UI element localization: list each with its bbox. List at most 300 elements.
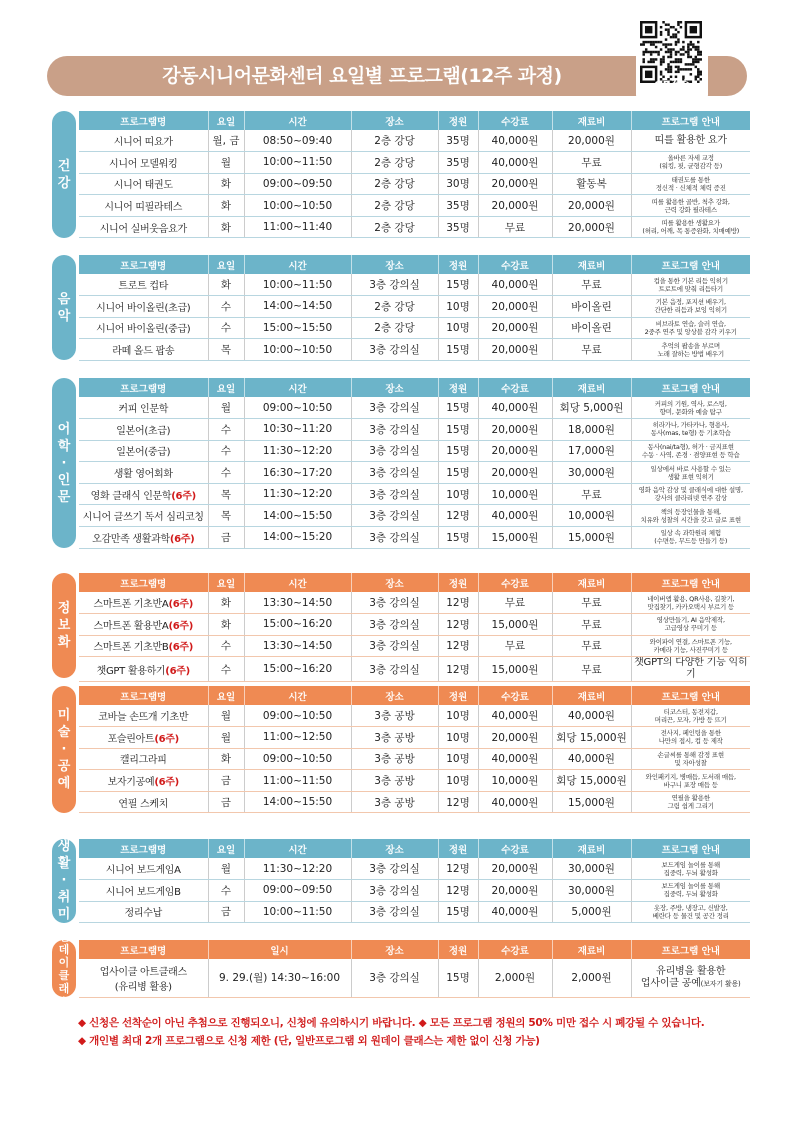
place-cell: 3층 강의실 [351, 614, 438, 636]
material-cost-cell: 30,000원 [552, 462, 631, 484]
guide-line-1: 손글씨를 통해 감정 표현 [657, 750, 724, 759]
table-row[interactable] [79, 748, 750, 770]
program-name-cell [79, 901, 208, 923]
fee-cell: 20,000원 [478, 440, 552, 462]
program-section [52, 111, 750, 238]
program-name: 스마트폰 활용반A [93, 620, 169, 632]
place-cell: 3층 강의실 [351, 592, 438, 614]
guide-cell [631, 483, 750, 505]
table-row[interactable] [79, 483, 750, 505]
guide-line-2: 2중주 연주 및 앙상블 감각 키우기 [644, 327, 737, 336]
program-name-cell [79, 296, 208, 318]
fee-cell: 20,000원 [478, 339, 552, 361]
table-row[interactable] [79, 397, 750, 419]
column-header: 요일 [208, 111, 244, 130]
column-header: 장소 [351, 378, 438, 397]
program-name: 시니어 모델워킹 [109, 158, 178, 170]
program-name: 시니어 보드게임B [105, 886, 181, 898]
table-row[interactable] [79, 130, 750, 152]
time-cell: 11:00~11:40 [244, 216, 351, 238]
table-row[interactable] [79, 274, 750, 296]
table-row[interactable] [79, 959, 750, 997]
program-name-cell [79, 727, 208, 749]
program-section [52, 573, 750, 681]
day-cell: 화 [208, 216, 244, 238]
six-week-badge: (6주) [169, 533, 195, 545]
six-week-badge: (6주) [154, 733, 179, 745]
day-cell: 월 [208, 397, 244, 419]
column-header: 정원 [438, 686, 478, 705]
fee-cell: 40,000원 [478, 152, 552, 174]
category-label: 원 데 이 클 래 스 [58, 929, 70, 1008]
program-name-cell [79, 959, 208, 997]
guide-cell [631, 440, 750, 462]
capacity-cell: 35명 [438, 152, 478, 174]
column-header: 요일 [208, 378, 244, 397]
program-name: 정리수납 [124, 908, 162, 920]
capacity-cell: 10명 [438, 748, 478, 770]
column-header: 수강료 [478, 686, 552, 705]
column-header: 시간 [244, 573, 351, 592]
place-cell: 2층 강당 [351, 216, 438, 238]
guide-line-1: 와인패키지, 병매듭, 도서래 매듭, [645, 772, 736, 781]
column-header: 재료비 [552, 940, 631, 959]
material-cost-cell: 2,000원 [552, 959, 631, 997]
capacity-cell: 12명 [438, 592, 478, 614]
capacity-cell: 12명 [438, 657, 478, 682]
guide-cell [631, 657, 750, 682]
column-header: 프로그램 안내 [631, 573, 750, 592]
place-cell: 3층 강의실 [351, 527, 438, 549]
guide-cell [631, 317, 750, 339]
guide-cell [631, 748, 750, 770]
guide-cell [631, 152, 750, 174]
column-header: 수강료 [478, 573, 552, 592]
day-cell: 월 [208, 858, 244, 880]
guide-line-2: 생활 표현 익히기 [667, 472, 714, 481]
guide-line-2: 나만의 접시, 컵 등 제작 [658, 737, 723, 746]
guide-line-2-note: (보자기 활용) [700, 979, 741, 988]
program-name: 일본어(중급) [116, 447, 171, 459]
capacity-cell: 12명 [438, 791, 478, 813]
column-header: 정원 [438, 839, 478, 858]
notes [78, 1014, 768, 1050]
table-row[interactable] [79, 901, 750, 923]
time-cell: 15:00~15:50 [244, 317, 351, 339]
program-name-cell [79, 152, 208, 174]
fee-cell: 20,000원 [478, 317, 552, 339]
column-header: 장소 [351, 573, 438, 592]
program-name: 보자기공예 [107, 777, 155, 789]
table-row[interactable] [79, 527, 750, 549]
capacity-cell: 15명 [438, 959, 478, 997]
guide-line-1: 일상 속 과학원리 체험 [660, 529, 721, 538]
program-table [79, 573, 750, 682]
day-cell: 금 [208, 791, 244, 813]
capacity-cell: 12명 [438, 614, 478, 636]
time-cell: 09:00~10:50 [244, 397, 351, 419]
guide-cell [631, 419, 750, 441]
material-cost-cell: 40,000원 [552, 705, 631, 727]
time-cell: 11:30~12:20 [244, 483, 351, 505]
program-name: 시니어 바이올린(초급) [96, 302, 191, 314]
fee-cell: 40,000원 [478, 705, 552, 727]
note-2: ◆ 개인별 최대 2개 프로그램으로 신청 제한 (단, 일반프로그램 외 원데이 클래스는 제한 없이 신청 가능) [78, 1035, 540, 1047]
table-row[interactable] [79, 614, 750, 636]
table-row[interactable] [79, 296, 750, 318]
time-cell: 14:00~15:50 [244, 505, 351, 527]
column-header: 프로그램명 [79, 686, 208, 705]
guide-cell [631, 173, 750, 195]
fee-cell: 40,000원 [478, 397, 552, 419]
capacity-cell: 15명 [438, 527, 478, 549]
material-cost-cell: 20,000원 [552, 195, 631, 217]
fee-cell: 20,000원 [478, 296, 552, 318]
material-cost-cell: 40,000원 [552, 748, 631, 770]
program-name-cell [79, 592, 208, 614]
table-row[interactable] [79, 317, 750, 339]
guide-line-1: 영화 음악 감상 및 클래식에 대한 설명, [638, 486, 743, 495]
time-cell: 15:00~16:20 [244, 657, 351, 682]
day-cell: 수 [208, 440, 244, 462]
guide-line-2: 정신적 · 신체적 체력 증진 [655, 183, 726, 192]
guide-line-2: 강사의 클라리넷 연주 감상 [654, 494, 727, 503]
place-cell: 3층 공방 [351, 705, 438, 727]
guide-line-2: 트로트에 맞춰 리듬타기 [658, 284, 724, 293]
guide-line-1: 히라가나, 가타카나, 형용사, [652, 421, 729, 430]
column-header: 프로그램명 [79, 839, 208, 858]
guide-line-2: (워킹, 핏, 균형감각 등) [659, 162, 723, 171]
capacity-cell: 15명 [438, 440, 478, 462]
place-cell: 3층 강의실 [351, 880, 438, 902]
column-header: 정원 [438, 573, 478, 592]
time-cell: 10:00~10:50 [244, 339, 351, 361]
note-1: ◆ 신청은 선착순이 아닌 추첨으로 진행되오니, 신청에 유의하시기 바랍니다. ◆ 모든 프로그램 정원의 50% 미만 접수 시 폐강될 수 있습니다. [78, 1017, 705, 1029]
guide-line-1: 티코스터, 동전지갑, [663, 707, 718, 716]
day-cell: 화 [208, 592, 244, 614]
table-row[interactable] [79, 152, 750, 174]
program-name: 오감만족 생활과학 [92, 533, 170, 545]
capacity-cell: 10명 [438, 483, 478, 505]
fee-cell: 40,000원 [478, 130, 552, 152]
column-header: 장소 [351, 940, 438, 959]
place-cell: 3층 강의실 [351, 635, 438, 657]
material-cost-cell: 15,000원 [552, 527, 631, 549]
qr-label: QR접수 [654, 80, 690, 91]
guide-line-1: 올바른 자세 교정 [667, 154, 714, 163]
column-header: 프로그램명 [79, 111, 208, 130]
guide-cell [631, 614, 750, 636]
table-row[interactable] [79, 880, 750, 902]
table-row[interactable] [79, 419, 750, 441]
column-header: 프로그램명 [79, 573, 208, 592]
guide-cell [631, 216, 750, 238]
fee-cell: 10,000원 [478, 770, 552, 792]
program-table [79, 839, 750, 923]
guide-line-1: 유리병을 활용한 [656, 965, 726, 977]
guide-line-1: 컵을 통한 기본 리듬 익히기 [653, 276, 728, 285]
category-label: 건 강 [57, 158, 71, 191]
category-tab [52, 929, 76, 1008]
guide-line-2: 맛집찾기, 카카오택시 부르기 등 [647, 602, 734, 611]
program-name: 시니어 실버웃음요가 [99, 223, 187, 235]
program-name: 챗GPT 활용하기 [96, 665, 166, 677]
material-cost-cell: 회당 15,000원 [552, 770, 631, 792]
capacity-cell: 10명 [438, 317, 478, 339]
capacity-cell: 12명 [438, 858, 478, 880]
column-header: 프로그램 안내 [631, 378, 750, 397]
program-name: 포슬린아트 [107, 733, 155, 745]
guide-cell [631, 296, 750, 318]
guide-line-2: 고급영상 꾸미기 등 [664, 624, 717, 633]
day-cell: 화 [208, 195, 244, 217]
column-header: 재료비 [552, 573, 631, 592]
table-row[interactable] [79, 592, 750, 614]
program-name-cell [79, 274, 208, 296]
table-row[interactable] [79, 462, 750, 484]
program-name: 시니어 보드게임A [105, 865, 181, 877]
time-cell: 14:00~15:20 [244, 527, 351, 549]
guide-cell [631, 858, 750, 880]
place-cell: 3층 공방 [351, 791, 438, 813]
time-cell: 13:30~14:50 [244, 592, 351, 614]
time-cell: 11:30~12:20 [244, 858, 351, 880]
place-cell: 2층 강당 [351, 130, 438, 152]
table-row[interactable] [79, 791, 750, 813]
place-cell: 3층 강의실 [351, 419, 438, 441]
program-name: 시니어 띠필라테스 [104, 202, 183, 214]
fee-cell: 20,000원 [478, 880, 552, 902]
category-label: 음 악 [57, 291, 71, 324]
fee-cell: 20,000원 [478, 462, 552, 484]
qr-code-icon [640, 21, 702, 83]
material-cost-cell: 무료 [552, 152, 631, 174]
six-week-badge: (6주) [168, 642, 194, 654]
place-cell: 3층 강의실 [351, 440, 438, 462]
category-tab [52, 573, 76, 678]
material-cost-cell: 무료 [552, 339, 631, 361]
guide-line-2: (수면등, 무드등 만들기 등) [654, 537, 728, 546]
guide-line-1: 태권도를 통한 [671, 175, 710, 184]
guide-line-1: 띠를 활용한 생활요가 [661, 219, 720, 228]
material-cost-cell: 15,000원 [552, 791, 631, 813]
category-label: 미 술 · 공 예 [57, 708, 71, 791]
program-name-cell [79, 858, 208, 880]
place-cell: 3층 공방 [351, 770, 438, 792]
fee-cell: 15,000원 [478, 614, 552, 636]
place-cell: 2층 강당 [351, 173, 438, 195]
guide-line-1: 연필을 활용한 [671, 794, 710, 803]
capacity-cell: 12명 [438, 880, 478, 902]
column-header: 프로그램 안내 [631, 839, 750, 858]
material-cost-cell: 20,000원 [552, 130, 631, 152]
guide-cell [631, 791, 750, 813]
column-header: 요일 [208, 839, 244, 858]
program-name-cell [79, 216, 208, 238]
program-table [79, 255, 750, 361]
program-name: 코바늘 손뜨개 기초반 [98, 712, 189, 724]
program-name-cell [79, 770, 208, 792]
fee-cell: 20,000원 [478, 858, 552, 880]
material-cost-cell: 무료 [552, 635, 631, 657]
guide-cell [631, 770, 750, 792]
table-row[interactable] [79, 727, 750, 749]
fee-cell: 무료 [478, 216, 552, 238]
place-cell: 3층 강의실 [351, 959, 438, 997]
time-cell: 16:30~17:20 [244, 462, 351, 484]
program-table [79, 378, 750, 549]
column-header: 요일 [208, 573, 244, 592]
category-tab [52, 686, 76, 813]
guide-line-1: 책의 등장인물을 통해, [660, 507, 721, 516]
guide-line-2: 간단한 리듬과 보잉 익히기 [654, 306, 727, 315]
guide-cell [631, 195, 750, 217]
material-cost-cell: 17,000원 [552, 440, 631, 462]
program-section [52, 255, 750, 360]
program-section [52, 686, 750, 813]
program-table [79, 111, 750, 238]
program-name: 시니어 띠요가 [113, 137, 173, 149]
place-cell: 3층 강의실 [351, 462, 438, 484]
guide-cell [631, 462, 750, 484]
table-row[interactable] [79, 635, 750, 657]
column-header: 시간 [244, 686, 351, 705]
guide-line-2: 및 자아성찰 [674, 758, 707, 767]
capacity-cell: 15명 [438, 462, 478, 484]
fee-cell: 20,000원 [478, 173, 552, 195]
program-name: 일본어(초급) [116, 425, 171, 437]
program-name: 시니어 태권도 [113, 180, 173, 192]
column-header: 프로그램 안내 [631, 255, 750, 274]
fee-cell: 40,000원 [478, 791, 552, 813]
fee-cell: 15,000원 [478, 527, 552, 549]
capacity-cell: 35명 [438, 216, 478, 238]
time-cell: 15:00~16:20 [244, 614, 351, 636]
place-cell: 3층 강의실 [351, 339, 438, 361]
six-week-badge: (6주) [168, 599, 193, 611]
guide-cell [631, 635, 750, 657]
material-cost-cell: 회당 5,000원 [552, 397, 631, 419]
table-row[interactable] [79, 440, 750, 462]
capacity-cell: 30명 [438, 173, 478, 195]
column-header: 장소 [351, 111, 438, 130]
fee-cell: 무료 [478, 592, 552, 614]
program-name: 영화 클래식 인문학 [90, 490, 172, 502]
fee-cell: 20,000원 [478, 727, 552, 749]
time-cell: 11:00~12:50 [244, 727, 351, 749]
column-header: 수강료 [478, 839, 552, 858]
column-header: 장소 [351, 839, 438, 858]
day-cell: 화 [208, 173, 244, 195]
table-row[interactable] [79, 657, 750, 682]
column-header: 일시 [208, 940, 351, 959]
column-header: 재료비 [552, 111, 631, 130]
capacity-cell: 15명 [438, 901, 478, 923]
guide-line-1: 와이파이 연결, 스마트폰 기능, [649, 637, 732, 646]
capacity-cell: 12명 [438, 635, 478, 657]
fee-cell: 40,000원 [478, 901, 552, 923]
guide-line-2: 노래 잘하는 방법 배우기 [657, 349, 724, 358]
program-name: 시니어 바이올린(중급) [96, 324, 191, 336]
table-row[interactable] [79, 195, 750, 217]
table-row[interactable] [79, 173, 750, 195]
guide-line-1: 기본 음정, 포지션 배우기, [655, 298, 726, 307]
program-name-cell [79, 130, 208, 152]
program-name-cell [79, 483, 208, 505]
capacity-cell: 15명 [438, 397, 478, 419]
guide-cell [631, 130, 750, 152]
program-table [79, 686, 750, 813]
fee-cell: 15,000원 [478, 657, 552, 682]
six-week-badge: (6주) [171, 490, 196, 502]
guide-line-2: 근력 강화 필라테스 [664, 205, 717, 214]
table-row[interactable] [79, 705, 750, 727]
guide-line-2: 치유와 성찰의 시간을 갖고 글로 표현 [640, 515, 742, 524]
program-name-cell [79, 317, 208, 339]
program-name-cell [79, 440, 208, 462]
guide-line-2: 향미, 문화와 예술 탐구 [659, 407, 722, 416]
material-cost-cell: 18,000원 [552, 419, 631, 441]
fee-cell: 40,000원 [478, 748, 552, 770]
guide-line-1: 띠를 활용한 골반, 척추 강화, [651, 197, 730, 206]
program-section [52, 378, 750, 548]
column-header: 프로그램 안내 [631, 111, 750, 130]
material-cost-cell: 5,000원 [552, 901, 631, 923]
table-row[interactable] [79, 770, 750, 792]
oneday-section [52, 929, 750, 1008]
program-name-cell [79, 397, 208, 419]
time-cell: 10:00~11:50 [244, 152, 351, 174]
guide-line-2: 베란다 등 물건 및 공간 정리 [652, 911, 729, 920]
time-cell: 14:00~14:50 [244, 296, 351, 318]
guide-cell [631, 592, 750, 614]
day-cell: 수 [208, 880, 244, 902]
material-cost-cell: 30,000원 [552, 858, 631, 880]
column-header: 시간 [244, 111, 351, 130]
guide-cell [631, 880, 750, 902]
six-week-badge: (6주) [165, 665, 190, 677]
program-name: 커피 인문학 [118, 404, 169, 416]
material-cost-cell: 10,000원 [552, 505, 631, 527]
day-cell: 월, 금 [208, 130, 244, 152]
guide-line-2: 동사(mas, te형) 등 기초학습 [650, 429, 731, 438]
guide-line-1: 추억의 팝송을 부르며 [661, 341, 720, 350]
capacity-cell: 12명 [438, 505, 478, 527]
day-cell: 수 [208, 419, 244, 441]
column-header: 재료비 [552, 839, 631, 858]
table-row[interactable] [79, 339, 750, 361]
day-cell: 수 [208, 317, 244, 339]
guide-line-2: 집중력, 두뇌 활성화 [663, 890, 718, 899]
program-name: 캘리그라피 [119, 755, 167, 767]
column-header: 장소 [351, 255, 438, 274]
program-name: 생활 영어회화 [113, 469, 173, 481]
page-title: 강동시니어문화센터 요일별 프로그램(12주 과정) [162, 65, 562, 87]
table-row[interactable] [79, 505, 750, 527]
column-header: 수강료 [478, 940, 552, 959]
table-row[interactable] [79, 858, 750, 880]
guide-line-1: 옷장, 주방, 냉장고, 신발장, [653, 903, 728, 912]
material-cost-cell: 30,000원 [552, 880, 631, 902]
column-header: 재료비 [552, 378, 631, 397]
fee-cell: 2,000원 [478, 959, 552, 997]
column-header: 수강료 [478, 378, 552, 397]
fee-cell: 20,000원 [478, 419, 552, 441]
table-row[interactable] [79, 216, 750, 238]
guide-cell [631, 901, 750, 923]
capacity-cell: 10명 [438, 770, 478, 792]
guide-line-2: 그림 쉽게 그리기 [667, 802, 714, 811]
